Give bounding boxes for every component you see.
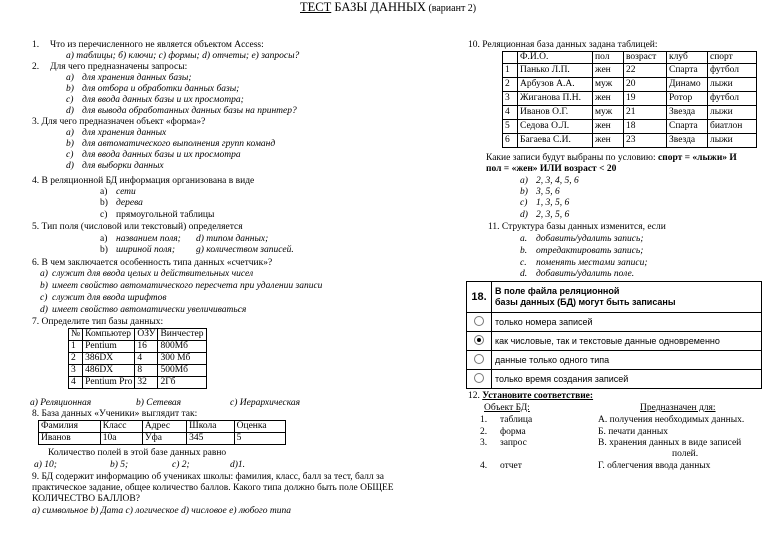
q2-number: 2. (32, 62, 40, 72)
q12-heading: 12. Установите соответствие: (468, 391, 594, 401)
q9-options: a) символьное b) Дата c) логическое d) числовое e) любого типа (32, 506, 291, 516)
q18-header: В поле файла реляционной базы данных (БД) могут быть записаны (492, 282, 762, 313)
q11-option: отредактировать запись; (536, 246, 644, 256)
table-cell: Компьютер (83, 329, 135, 341)
table-cell: 800Мб (158, 341, 206, 353)
table-cell: 20 (624, 78, 667, 92)
table-cell: Pentium (83, 341, 135, 353)
q3-option: для ввода данных базы и их просмотра (82, 150, 241, 160)
table-cell: Спарта (667, 64, 708, 78)
table-cell: Фамилия (39, 421, 101, 433)
q10-option-label: c) (520, 198, 528, 208)
q12-purpose-cont: полей. (672, 449, 699, 459)
table-cell: Винчестер (158, 329, 206, 341)
q4-option-label: b) (100, 198, 108, 208)
q4-option: дерева (116, 198, 143, 208)
table-row (503, 52, 757, 64)
q1-number: 1. (32, 40, 40, 50)
q7-option: c) Иерархическая (230, 398, 301, 408)
table-cell: Арбузов А.А. (518, 78, 593, 92)
table-cell: 23 (624, 134, 667, 148)
q12-object: таблица (500, 415, 533, 425)
table-cell: 5 (503, 120, 518, 134)
q8-option: b) 5; (110, 460, 129, 470)
q8-question: Количество полей в этой базе данных равно (48, 448, 227, 458)
q18-option-label[interactable]: только номера записей (492, 313, 762, 332)
table-cell: лыжи (708, 106, 757, 120)
table-cell: Спарта (667, 120, 708, 134)
q4-text: 4. В реляционной БД информация организована в виде (32, 176, 255, 186)
q10-option: 1, 3, 5, 6 (536, 198, 570, 208)
radio-button[interactable] (474, 373, 484, 383)
table-row (503, 64, 757, 78)
table-cell: 3 (69, 365, 83, 377)
q7-table (68, 328, 207, 389)
q8-option: a) 10; (34, 460, 57, 470)
table-row (69, 353, 207, 365)
q4-option-label: с) (100, 210, 108, 220)
table-cell: 4 (69, 377, 83, 389)
q2-option: для хранения данных базы; (82, 73, 192, 83)
table-cell: Иванов (39, 433, 101, 445)
table-cell: 19 (624, 92, 667, 106)
table-cell: муж (593, 78, 624, 92)
table-cell: жен (593, 64, 624, 78)
radio-button[interactable] (474, 354, 484, 364)
table-cell: Оценка (234, 421, 285, 433)
table-cell: Уфа (142, 433, 186, 445)
q6-option: имеет свойство автоматического пересчета при удалении записи (52, 281, 323, 291)
q2-option-label: a) (66, 73, 74, 83)
q1-options: а) таблицы; б) ключи; с) формы; d) отчеты; е) запросы? (66, 51, 300, 61)
radio-button-selected[interactable] (474, 335, 484, 345)
table-cell: 21 (624, 106, 667, 120)
q18-option-row[interactable] (467, 313, 762, 332)
q2-text: Для чего предназначены запросы: (50, 62, 188, 72)
table-cell: Панько Л.П. (518, 64, 593, 78)
table-cell: пол (593, 52, 624, 64)
q6-option-label: c) (40, 293, 48, 303)
table-row (503, 134, 757, 148)
q9-text: практическое задание, общее количество баллов. Какого типа должно быть поле ОБЩЕЕ (32, 483, 394, 493)
q9-text: 9. БД содержит информацию об учениках школы: фамилия, класс, балл за тест, балл за (32, 472, 384, 482)
q11-text: 11. Структура базы данных изменится, если (488, 222, 666, 232)
table-cell: Ротор (667, 92, 708, 106)
q10-option-label: d) (520, 210, 528, 220)
q12-row-number: 1. (480, 415, 488, 425)
q6-option-label: d) (40, 305, 48, 315)
table-cell: 10а (100, 433, 142, 445)
q11-option: добавить/удалить запись; (536, 234, 644, 244)
table-cell: 1 (69, 341, 83, 353)
q11-option: добавить/удалить поле. (536, 269, 635, 279)
q12-purpose: Г. облегчения ввода данных (598, 461, 711, 471)
q18-option-radio-cell[interactable] (467, 332, 492, 351)
page-title: ТЕСТ БАЗЫ ДАННЫХ (вариант 2) (300, 0, 477, 14)
q18-option-label[interactable]: только время создания записей (492, 370, 762, 389)
table-cell: муж (593, 106, 624, 120)
q10-option: 2, 3, 5, 6 (536, 210, 570, 220)
table-cell: Седова О.Л. (518, 120, 593, 134)
table-cell: Класс (100, 421, 142, 433)
table-row (503, 92, 757, 106)
q11-option-label: a. (520, 234, 528, 244)
table-row (39, 433, 286, 445)
q4-option: сети (116, 187, 136, 197)
table-cell: 4 (135, 353, 158, 365)
q7-text: 7. Определите тип базы данных: (32, 317, 164, 327)
q5-option: шириной поля; (116, 245, 175, 255)
q11-option: поменять местами записи; (536, 258, 648, 268)
q8-option: d)1. (230, 460, 246, 470)
q2-option-label: d) (66, 106, 74, 116)
table-cell: 2 (69, 353, 83, 365)
q7-option: b) Сетевая (136, 398, 182, 408)
q2-option: для вывода обработанных данных базы на принтер? (82, 106, 297, 116)
q10-option-label: b) (520, 187, 528, 197)
q10-table (502, 51, 757, 148)
table-cell: Звезда (667, 106, 708, 120)
table-cell: 500Мб (158, 365, 206, 377)
table-cell: 486DX (83, 365, 135, 377)
table-cell: спорт (708, 52, 757, 64)
q12-col1-header: Объект БД: (484, 403, 530, 413)
q8-option: c) 2; (172, 460, 190, 470)
table-cell: лыжи (708, 134, 757, 148)
table-row (69, 341, 207, 353)
table-cell: 16 (135, 341, 158, 353)
q12-row-number: 4. (480, 461, 488, 471)
table-cell (503, 52, 518, 64)
table-cell: 2Гб (158, 377, 206, 389)
table-cell: 345 (187, 433, 234, 445)
q11-option-label: b. (520, 246, 528, 256)
q2-option-label: b) (66, 84, 74, 94)
q12-row-number: 2. (480, 427, 488, 437)
table-cell: 18 (624, 120, 667, 134)
q3-option-label: d) (66, 161, 74, 171)
q2-option-label: c) (66, 95, 74, 105)
table-row (69, 377, 207, 389)
table-cell: биатлон (708, 120, 757, 134)
q12-row-number: 3. (480, 438, 488, 448)
radio-button[interactable] (474, 316, 484, 326)
q11-option-label: c. (520, 258, 527, 268)
table-cell: жен (593, 134, 624, 148)
q10-option-label: a) (520, 176, 528, 186)
table-cell: Адрес (142, 421, 186, 433)
q18-option-radio-cell[interactable] (467, 351, 492, 370)
table-cell: 1 (503, 64, 518, 78)
table-row (503, 120, 757, 134)
q3-option: для выборки данных (82, 161, 164, 171)
table-cell: Иванов О.Г. (518, 106, 593, 120)
table-cell: Ф.И.О. (518, 52, 593, 64)
q6-option-label: a) (40, 269, 48, 279)
table-cell: 300 Мб (158, 353, 206, 365)
q8-table (38, 420, 286, 445)
q5-text: 5. Тип поля (числовой или текстовый) определяется (32, 222, 243, 232)
table-cell: жен (593, 92, 624, 106)
q6-text: 6. В чем заключается особенность типа данных «счетчик»? (32, 258, 273, 268)
table-row (39, 421, 286, 433)
q3-text: 3. Для чего предназначен объект «форма»? (32, 117, 206, 127)
table-cell: Багаева С.И. (518, 134, 593, 148)
table-cell: 8 (135, 365, 158, 377)
table-cell: лыжи (708, 78, 757, 92)
q12-object: форма (500, 427, 526, 437)
q18-option-radio-cell[interactable] (467, 313, 492, 332)
q18-option-row[interactable] (467, 370, 762, 389)
q3-option-label: c) (66, 150, 74, 160)
q18-option-label[interactable]: как числовые, так и текстовые данные одновременно (492, 332, 762, 351)
table-cell: футбол (708, 92, 757, 106)
q11-option-label: d. (520, 269, 528, 279)
q5-option: названием поля; (116, 234, 181, 244)
q10-text: 10. Реляционная база данных задана таблицей: (468, 40, 658, 50)
q6-option: служит для ввода шрифтов (52, 293, 167, 303)
q5-option: g) количеством записей. (196, 245, 294, 255)
q5-option: d) типом данных; (196, 234, 269, 244)
q12-purpose: А. получения необходимых данных. (598, 415, 745, 425)
q18-option-row[interactable] (467, 332, 762, 351)
q18-option-label[interactable]: данные только одного типа (492, 351, 762, 370)
table-cell: 5 (234, 433, 285, 445)
q1-text: Что из перечисленного не является объектом Access: (50, 40, 264, 50)
q5-option-label: а) (100, 234, 108, 244)
q6-option: служит для ввода целых и действительных чисел (52, 269, 254, 279)
table-cell: 386DX (83, 353, 135, 365)
q7-option: a) Реляционная (30, 398, 92, 408)
table-cell: клуб (667, 52, 708, 64)
q18-option-radio-cell[interactable] (467, 370, 492, 389)
q12-col2-header: Предназначен для: (640, 403, 716, 413)
q2-option: для отбора и обработки данных базы; (82, 84, 240, 94)
q10-condition: пол = «жен» ИЛИ возраст < 20 (486, 164, 617, 174)
q10-question: Какие записи будут выбраны по условию: спорт = «лыжи» И (486, 153, 737, 163)
q12-purpose: В. хранения данных в виде записей (598, 438, 742, 448)
q3-option-label: b) (66, 139, 74, 149)
table-cell: ОЗУ (135, 329, 158, 341)
q9-text: КОЛИЧЕСТВО БАЛЛОВ? (32, 494, 140, 504)
table-row (69, 365, 207, 377)
table-cell: 4 (503, 106, 518, 120)
table-cell: Звезда (667, 134, 708, 148)
q3-option-label: a) (66, 128, 74, 138)
q18-option-row[interactable] (467, 351, 762, 370)
table-cell: возраст (624, 52, 667, 64)
q2-option: для ввода данных базы и их просмотра; (82, 95, 244, 105)
table-cell: жен (593, 120, 624, 134)
q18-header-row (467, 282, 762, 313)
table-cell: 6 (503, 134, 518, 148)
q18-number: 18. (467, 282, 492, 313)
table-cell: № (69, 329, 83, 341)
q3-option: для автоматического выполнения групп команд (82, 139, 276, 149)
q4-option-label: а) (100, 187, 108, 197)
table-row (503, 106, 757, 120)
table-cell: футбол (708, 64, 757, 78)
table-row (503, 78, 757, 92)
q12-object: запрос (500, 438, 527, 448)
q12-purpose: Б. печати данных (598, 427, 668, 437)
q8-text: 8. База данных «Ученики» выглядит так: (32, 409, 198, 419)
q5-option-label: b) (100, 245, 108, 255)
q10-option: 3, 5, 6 (536, 187, 560, 197)
table-cell: Жиганова П.Н. (518, 92, 593, 106)
q12-object: отчет (500, 461, 522, 471)
table-cell: Динамо (667, 78, 708, 92)
table-cell: 3 (503, 92, 518, 106)
q10-option: 2, 3, 4, 5, 6 (536, 176, 579, 186)
table-cell: Школа (187, 421, 234, 433)
table-cell: 22 (624, 64, 667, 78)
table-cell: 2 (503, 78, 518, 92)
table-row (69, 329, 207, 341)
q18-question-table (466, 281, 762, 389)
q6-option: имеет свойство автоматически увеличиваться (52, 305, 247, 315)
table-cell: Pentium Pro (83, 377, 135, 389)
q6-option-label: b) (40, 281, 48, 291)
q3-option: для хранения данных (82, 128, 167, 138)
q4-option: прямоугольной таблицы (116, 210, 215, 220)
table-cell: 32 (135, 377, 158, 389)
